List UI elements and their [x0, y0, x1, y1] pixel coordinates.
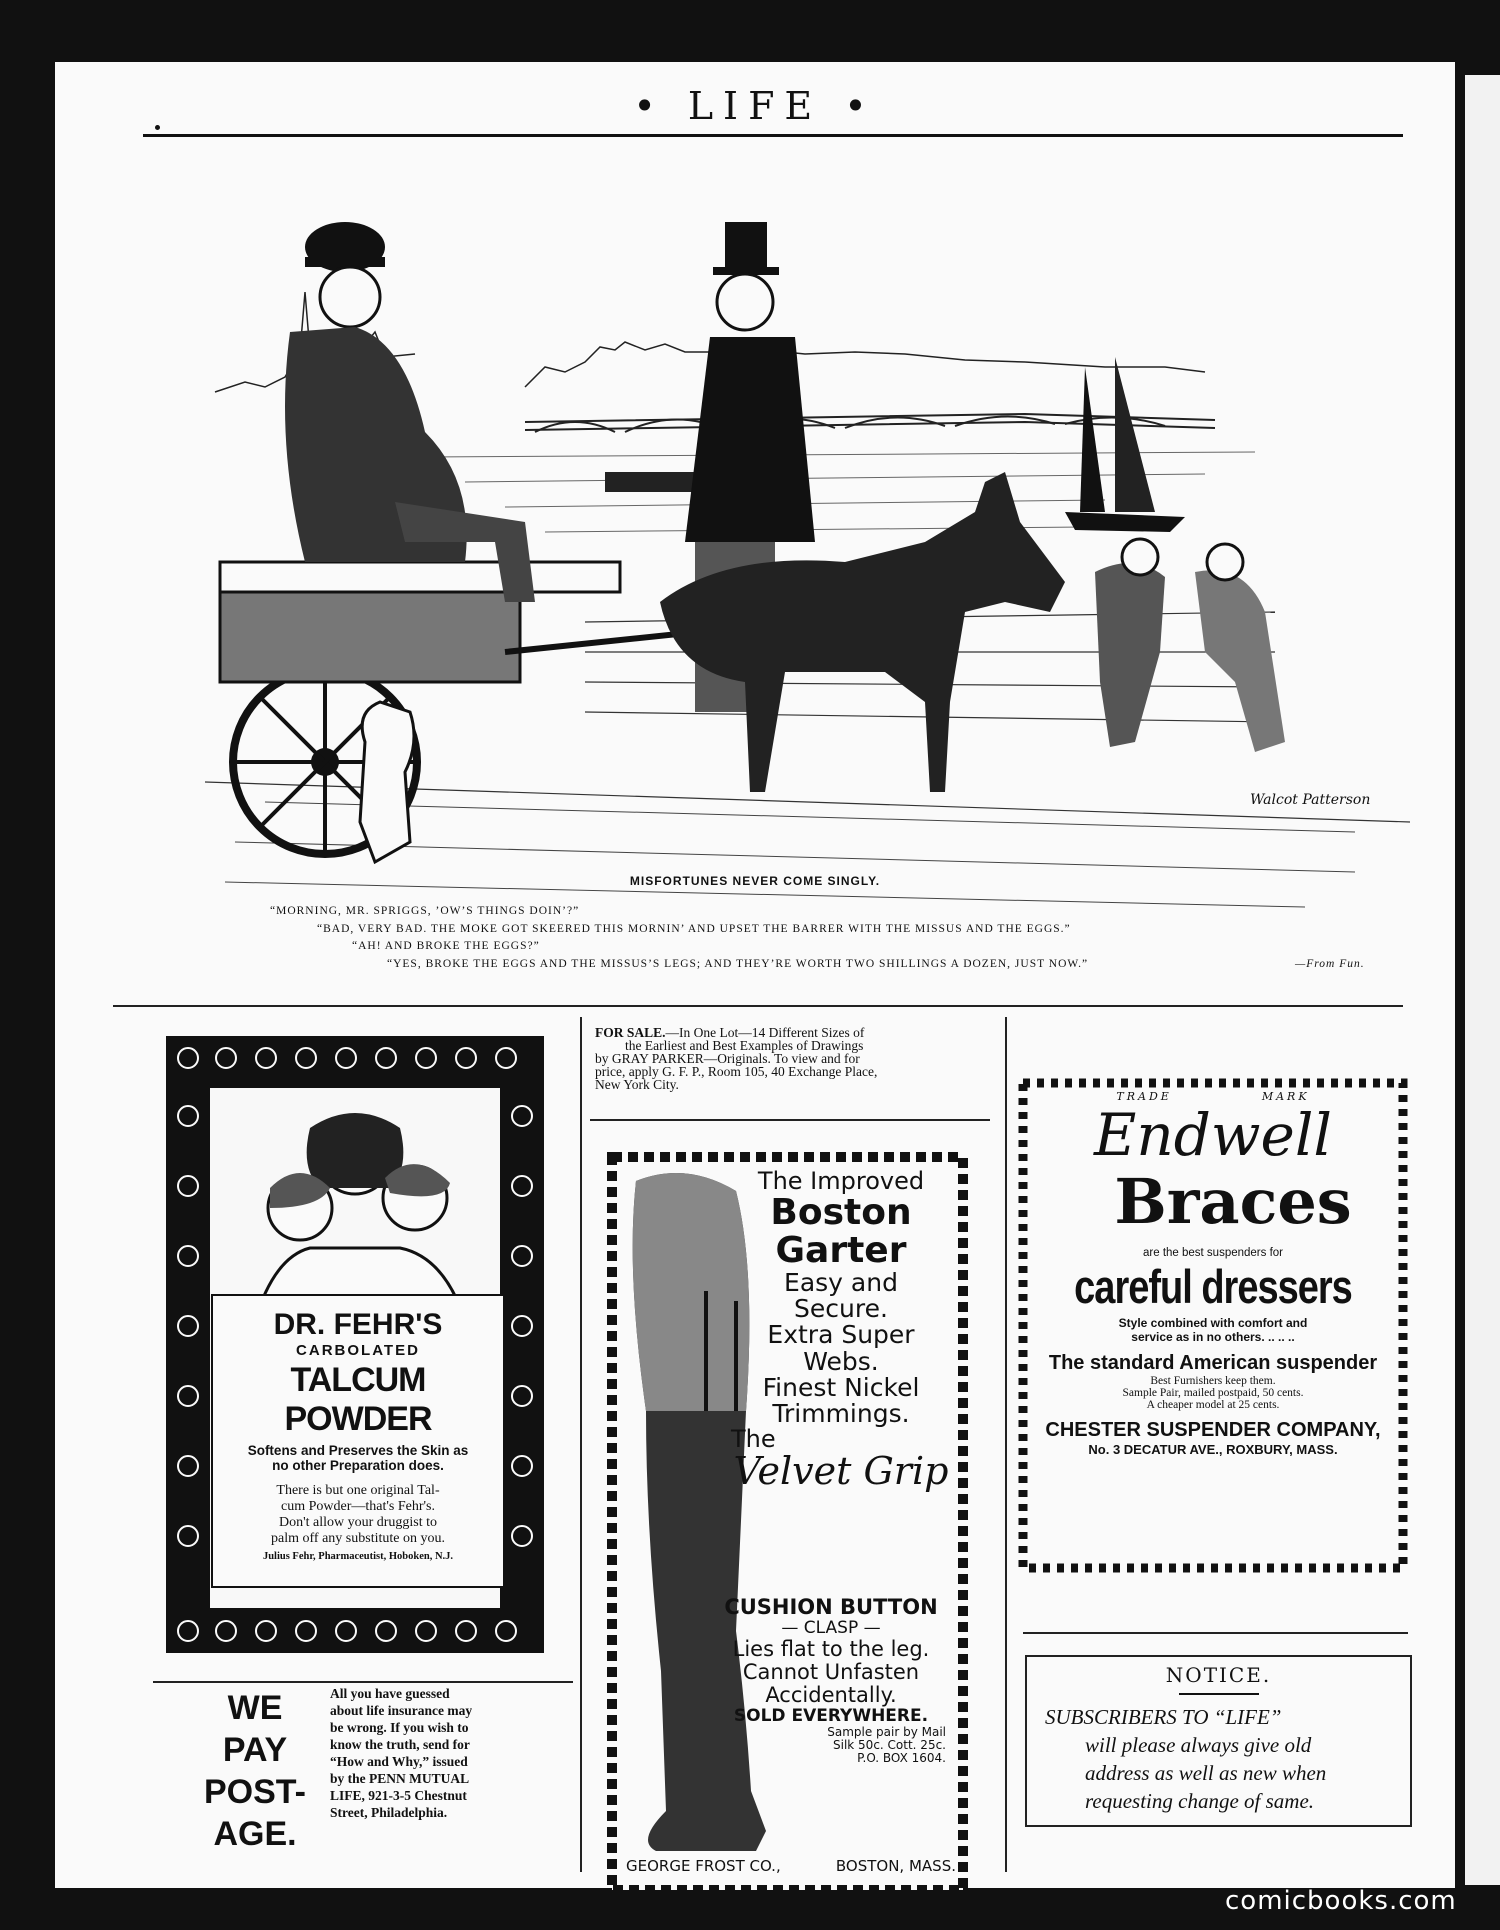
- section-divider: [153, 1681, 573, 1683]
- endwell-text: Sample Pair, mailed postpaid, 50 cents.: [1122, 1387, 1304, 1399]
- endwell-text: Style combined with comfort and: [1118, 1316, 1308, 1330]
- endwell-company: CHESTER SUSPENDER COMPANY,: [1045, 1419, 1381, 1441]
- fehr-sub: CARBOLATED: [296, 1342, 420, 1359]
- endwell-text: A cheaper model at 25 cents.: [1146, 1399, 1280, 1411]
- garter-text: Finest Nickel: [762, 1372, 920, 1402]
- fehr-body: Don't allow your druggist to: [278, 1515, 438, 1530]
- garter-text: Webs.: [803, 1346, 879, 1376]
- notice-text: requesting change of same.: [1085, 1789, 1315, 1813]
- notice-text: address as well as new when: [1085, 1761, 1327, 1785]
- for-sale-text: by GRAY PARKER—Originals. To view and for: [595, 1051, 860, 1066]
- adjacent-page-edge: [1462, 75, 1500, 1885]
- endwell-name: Endwell: [1094, 1101, 1332, 1169]
- postage-text: by the PENN MUTUAL: [330, 1771, 470, 1786]
- garter-brand: Velvet Grip: [733, 1449, 949, 1494]
- fehr-claim: Softens and Preserves the Skin as: [247, 1443, 469, 1458]
- penn-mutual-ad: [185, 1687, 585, 1902]
- garter-name: Boston: [770, 1192, 912, 1234]
- fehr-talcum-ad: [166, 1036, 544, 1653]
- garter-text: Lies flat to the leg.: [732, 1636, 930, 1661]
- garter-text: Trimmings.: [772, 1399, 910, 1429]
- postage-word: PAY: [222, 1731, 288, 1769]
- garter-text: Accidentally.: [765, 1682, 897, 1707]
- trade-mark-label: TRADE: [1116, 1090, 1172, 1103]
- garter-text: The Improved: [757, 1167, 925, 1195]
- postage-text: “How and Why,” issued: [330, 1754, 468, 1769]
- postage-text: be wrong. If you wish to: [330, 1720, 469, 1735]
- for-sale-text: —In One Lot—14 Different Sizes of: [665, 1025, 865, 1040]
- garter-text: Easy and: [784, 1267, 898, 1297]
- notice-text: SUBSCRIBERS TO “LIFE”: [1045, 1705, 1282, 1729]
- fehr-body: cum Powder—that's Fehr's.: [281, 1499, 435, 1514]
- dialog-line: “AH! AND BROKE THE EGGS?”: [352, 940, 540, 952]
- section-divider: [590, 1119, 990, 1121]
- cartoon-title: MISFORTUNES NEVER COME SINGLY.: [629, 874, 881, 888]
- endwell-name: Braces: [1114, 1165, 1352, 1238]
- trade-mark-label: MARK: [1261, 1090, 1310, 1103]
- garter-city: BOSTON, MASS.: [835, 1857, 956, 1875]
- garter-text: P.O. BOX 1604.: [857, 1751, 946, 1766]
- cartoon-source: —From Fun.: [1295, 958, 1365, 970]
- for-sale-text: the Earliest and Best Examples of Drawings: [625, 1038, 864, 1053]
- endwell-headline: careful dressers: [1074, 1261, 1352, 1315]
- masthead: • LIFE •: [633, 84, 877, 128]
- garter-text: Secure.: [794, 1294, 888, 1324]
- garter-text: Silk 50c. Cott. 25c.: [833, 1737, 946, 1752]
- dialog-line: “MORNING, MR. SPRIGGS, ’OW’S THINGS DOIN’?”: [270, 905, 580, 917]
- section-divider: [113, 1005, 1403, 1007]
- for-sale-lead: FOR SALE.: [595, 1025, 666, 1040]
- fehr-body: There is but one original Tal-: [276, 1483, 440, 1498]
- garter-name: Garter: [775, 1229, 907, 1271]
- fehr-claim: no other Preparation does.: [272, 1458, 444, 1473]
- magazine-page: [55, 62, 1455, 1888]
- endwell-text: service as in no others. .. .. ..: [1131, 1330, 1295, 1344]
- section-divider: [1023, 1632, 1408, 1634]
- column-divider: [1005, 1017, 1007, 1872]
- subscriber-notice: [1025, 1655, 1412, 1827]
- cartoon-illustration: [205, 182, 1410, 917]
- masthead-rule: [143, 134, 1403, 137]
- postage-text: know the truth, send for: [330, 1737, 470, 1752]
- boston-garter-ad: [606, 1151, 969, 1896]
- for-sale-text: New York City.: [595, 1077, 679, 1092]
- garter-maker: GEORGE FROST CO.,: [626, 1857, 781, 1875]
- garter-text: The: [731, 1425, 776, 1454]
- fehr-product: TALCUM POWDER: [284, 1361, 432, 1438]
- garter-text: Cannot Unfasten: [742, 1659, 920, 1684]
- postage-text: Street, Philadelphia.: [330, 1805, 448, 1820]
- watermark: comicbooks.com: [1225, 1886, 1457, 1916]
- postage-word: POST-: [203, 1773, 307, 1811]
- endwell-braces-ad: [1018, 1078, 1408, 1573]
- fehr-brand: DR. FEHR'S: [273, 1308, 443, 1341]
- endwell-text: Best Furnishers keep them.: [1150, 1375, 1276, 1387]
- endwell-address: No. 3 DECATUR AVE., ROXBURY, MASS.: [1088, 1442, 1338, 1457]
- garter-text: SOLD EVERYWHERE.: [733, 1706, 929, 1727]
- postage-word: WE: [227, 1689, 283, 1727]
- notice-text: will please always give old: [1085, 1733, 1312, 1757]
- endwell-text: are the best suspenders for: [1143, 1247, 1283, 1259]
- postage-word: AGE.: [213, 1815, 297, 1853]
- dialog-line: “BAD, VERY BAD. THE MOKE GOT SKEERED THIS MORNIN’ AND UPSET THE BARRER WITH THE MISSUS AND THE EGGS.”: [317, 923, 1071, 935]
- fehr-copy-panel: [211, 1294, 505, 1588]
- notice-title: NOTICE.: [1165, 1663, 1272, 1687]
- fehr-maker: Julius Fehr, Pharmaceutist, Hoboken, N.J.: [262, 1551, 454, 1562]
- postage-text: All you have guessed: [330, 1686, 450, 1701]
- endwell-text: The standard American suspender: [1048, 1352, 1378, 1374]
- for-sale-notice: [595, 1026, 995, 1091]
- postage-text: about life insurance may: [330, 1703, 473, 1718]
- fehr-body: palm off any substitute on you.: [271, 1531, 445, 1546]
- garter-text: — CLASP —: [781, 1618, 881, 1639]
- artist-signature: Walcot Patterson: [1250, 792, 1371, 808]
- for-sale-text: price, apply G. F. P., Room 105, 40 Exchange Place,: [595, 1064, 878, 1079]
- postage-text: LIFE, 921-3-5 Chestnut: [330, 1788, 467, 1803]
- garter-text: CUSHION BUTTON: [724, 1595, 938, 1619]
- garter-text: Sample pair by Mail: [827, 1724, 946, 1739]
- dialog-line: “YES, BROKE THE EGGS AND THE MISSUS’S LEGS; AND THEY’RE WORTH TWO SHILLINGS A DOZEN, JUST NOW.”: [387, 958, 1089, 970]
- garter-text: Extra Super: [767, 1320, 915, 1350]
